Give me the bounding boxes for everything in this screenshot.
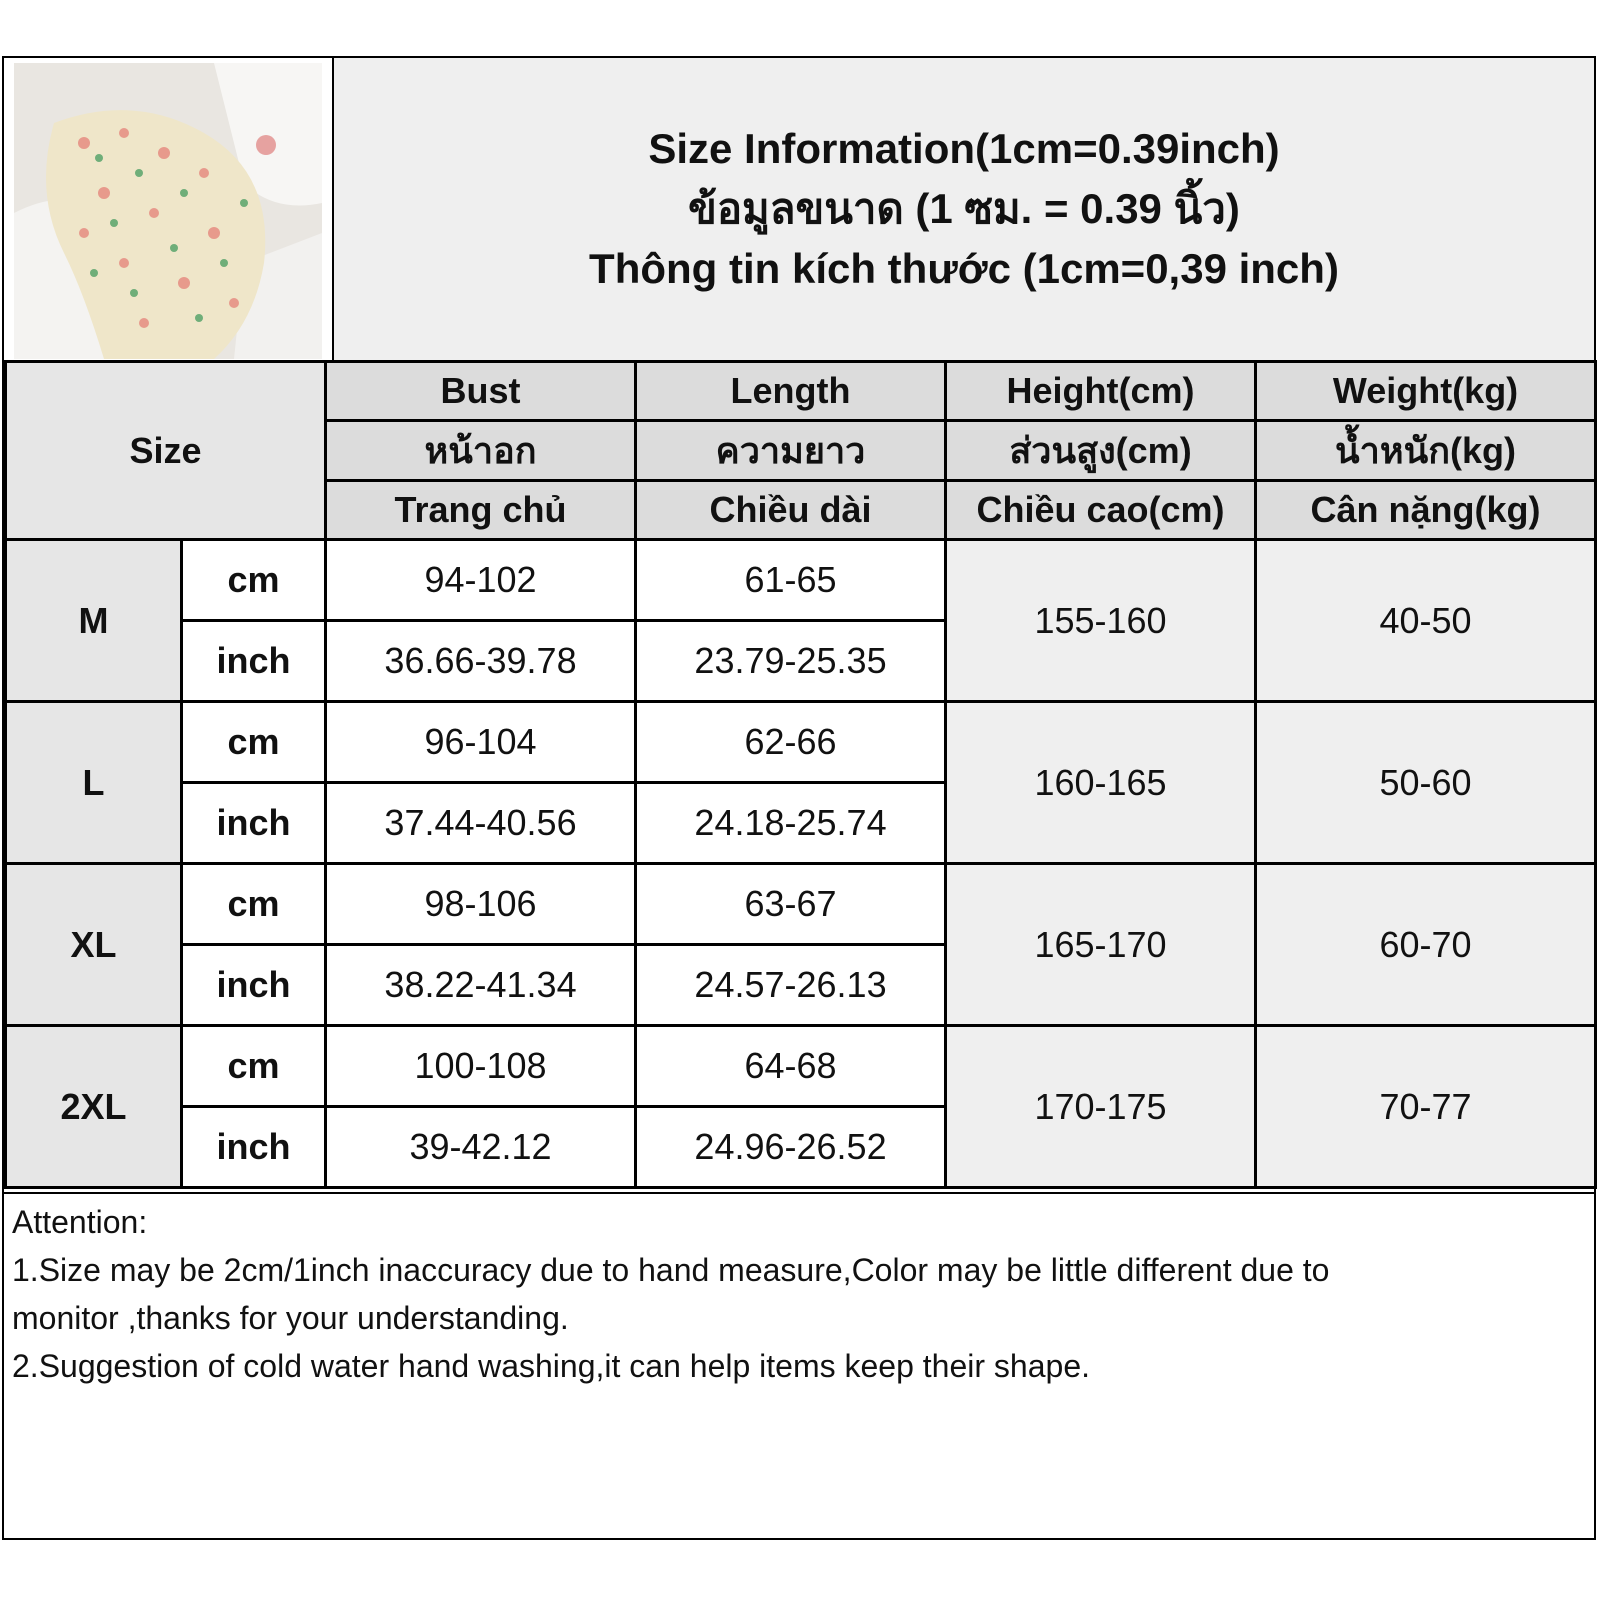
length-cell: 24.57-26.13 bbox=[636, 945, 946, 1026]
size-chart bbox=[2, 56, 1596, 1540]
weight-cell: 50-60 bbox=[1256, 702, 1596, 864]
weight-header: Weight(kg) bbox=[1256, 362, 1596, 421]
length-cell: 24.18-25.74 bbox=[636, 783, 946, 864]
table-row bbox=[6, 540, 1596, 621]
weight-header-vietnamese: Cân nặng(kg) bbox=[1256, 481, 1596, 540]
length-cell: 23.79-25.35 bbox=[636, 621, 946, 702]
height-cell: 160-165 bbox=[946, 702, 1256, 864]
title-english: Size Information(1cm=0.39inch) bbox=[648, 125, 1280, 172]
product-photo bbox=[14, 63, 322, 359]
size-label: L bbox=[6, 702, 182, 864]
bust-cell: 39-42.12 bbox=[326, 1107, 636, 1188]
note-line: 2.Suggestion of cold water hand washing,it can help items keep their shape. bbox=[12, 1348, 1090, 1384]
notes-heading: Attention: bbox=[12, 1204, 148, 1240]
title-thai: ข้อมูลขนาด (1 ซม. = 0.39 นิ้ว) bbox=[688, 185, 1240, 232]
header-row-english bbox=[6, 362, 1596, 421]
note-line: 1.Size may be 2cm/1inch inaccuracy due to hand measure,Color may be little different due to bbox=[12, 1252, 1330, 1288]
weight-cell: 60-70 bbox=[1256, 864, 1596, 1026]
note-line: monitor ,thanks for your understanding. bbox=[12, 1300, 569, 1336]
bust-cell: 38.22-41.34 bbox=[326, 945, 636, 1026]
table-row bbox=[6, 702, 1596, 783]
size-column-header: Size bbox=[6, 362, 326, 540]
unit-label: inch bbox=[182, 783, 326, 864]
unit-label: cm bbox=[182, 702, 326, 783]
size-label: 2XL bbox=[6, 1026, 182, 1188]
length-header-vietnamese: Chiều dài bbox=[636, 481, 946, 540]
length-cell: 63-67 bbox=[636, 864, 946, 945]
unit-label: inch bbox=[182, 945, 326, 1026]
height-header: Height(cm) bbox=[946, 362, 1256, 421]
length-cell: 24.96-26.52 bbox=[636, 1107, 946, 1188]
unit-label: cm bbox=[182, 864, 326, 945]
size-table bbox=[4, 360, 1597, 1189]
bust-cell: 96-104 bbox=[326, 702, 636, 783]
height-header-vietnamese: Chiều cao(cm) bbox=[946, 481, 1256, 540]
size-label: M bbox=[6, 540, 182, 702]
title-vietnamese: Thông tin kích thước (1cm=0,39 inch) bbox=[589, 245, 1339, 292]
unit-label: cm bbox=[182, 540, 326, 621]
height-cell: 170-175 bbox=[946, 1026, 1256, 1188]
size-label: XL bbox=[6, 864, 182, 1026]
bust-cell: 94-102 bbox=[326, 540, 636, 621]
length-header: Length bbox=[636, 362, 946, 421]
length-cell: 64-68 bbox=[636, 1026, 946, 1107]
unit-label: inch bbox=[182, 1107, 326, 1188]
unit-label: cm bbox=[182, 1026, 326, 1107]
height-cell: 165-170 bbox=[946, 864, 1256, 1026]
weight-cell: 70-77 bbox=[1256, 1026, 1596, 1188]
height-header-thai: ส่วนสูง(cm) bbox=[946, 421, 1256, 481]
bust-cell: 100-108 bbox=[326, 1026, 636, 1107]
bust-header: Bust bbox=[326, 362, 636, 421]
weight-header-thai: น้ำหนัก(kg) bbox=[1256, 421, 1596, 481]
floral-garment-image bbox=[14, 63, 322, 359]
title-panel bbox=[332, 58, 1594, 360]
attention-notes bbox=[4, 1192, 1594, 1538]
length-cell: 62-66 bbox=[636, 702, 946, 783]
table-row bbox=[6, 864, 1596, 945]
height-cell: 155-160 bbox=[946, 540, 1256, 702]
bust-cell: 98-106 bbox=[326, 864, 636, 945]
bust-header-vietnamese: Trang chủ bbox=[326, 481, 636, 540]
unit-label: inch bbox=[182, 621, 326, 702]
length-header-thai: ความยาว bbox=[636, 421, 946, 481]
length-cell: 61-65 bbox=[636, 540, 946, 621]
weight-cell: 40-50 bbox=[1256, 540, 1596, 702]
table-row bbox=[6, 1026, 1596, 1107]
bust-cell: 37.44-40.56 bbox=[326, 783, 636, 864]
bust-header-thai: หน้าอก bbox=[326, 421, 636, 481]
bust-cell: 36.66-39.78 bbox=[326, 621, 636, 702]
